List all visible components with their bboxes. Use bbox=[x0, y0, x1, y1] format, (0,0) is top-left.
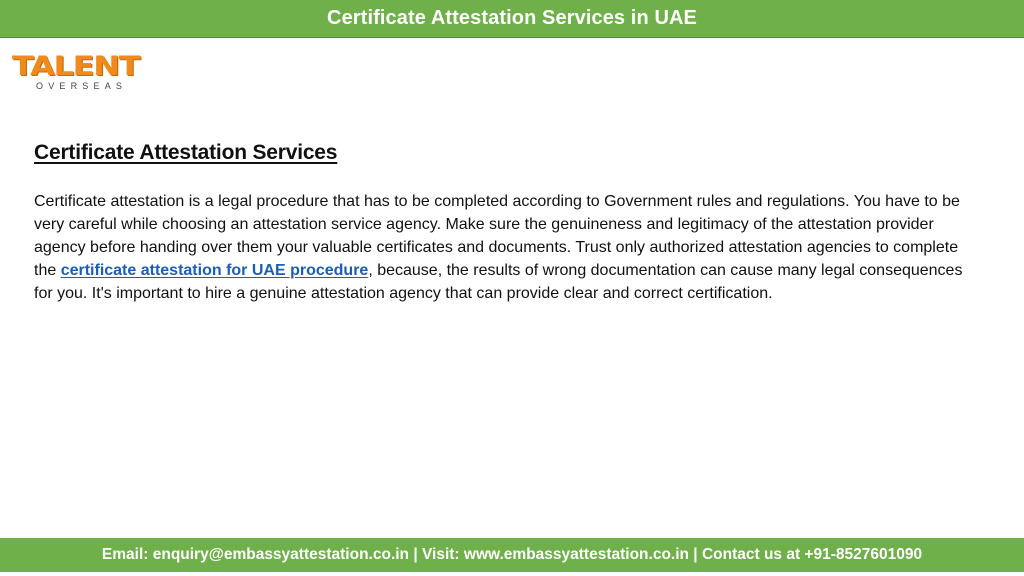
article bbox=[34, 138, 969, 305]
header-bar bbox=[0, 0, 1024, 38]
article-heading: Certificate Attestation Services bbox=[34, 141, 338, 164]
article-paragraph bbox=[34, 190, 969, 305]
talent-overseas-logo bbox=[12, 51, 140, 92]
paragraph-text-before-link: Certificate attestation is a legal procedure that has to be completed according to Government rules and regulations. You have to be very careful while choosing an attestation service agency. Make sure the genuineness and legitimacy of the attestation provider agency before handing over them your valuable certificates and documents. Trust only authorized attestation agencies to complete the bbox=[34, 193, 960, 279]
certificate-attestation-link[interactable]: certificate attestation for UAE procedure bbox=[60, 262, 369, 279]
logo-tagline: OVERSEAS bbox=[36, 81, 128, 91]
header-title: Certificate Attestation Services in UAE bbox=[327, 7, 697, 29]
logo-wordmark: TALENT bbox=[12, 51, 140, 82]
footer-contact-line: Email: enquiry@embassyattestation.co.in | Visit: www.embassyattestation.co.in | Contact us at +91-8527601090 bbox=[101, 546, 923, 563]
paragraph-text-after-link: , because, the results of wrong documentation can cause many legal consequences for you. It's important to hire a genuine attestation agency that can provide clear and correct certification. bbox=[34, 262, 963, 302]
footer-bar bbox=[0, 538, 1024, 572]
